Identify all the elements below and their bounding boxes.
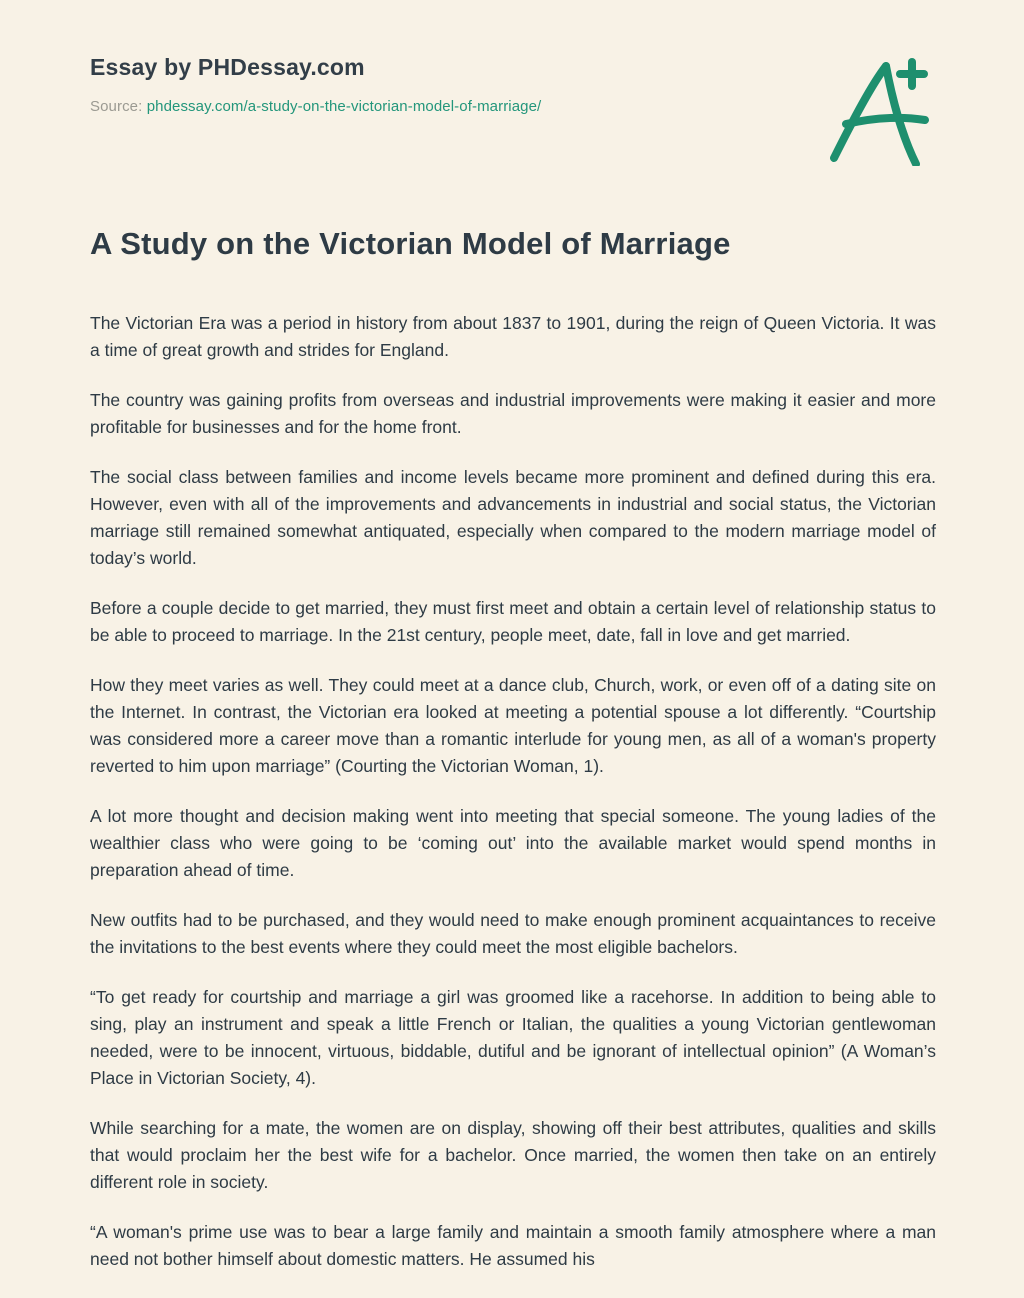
phdessay-a-plus-logo-icon bbox=[826, 54, 930, 166]
essay-byline: Essay by PHDessay.com bbox=[90, 54, 365, 80]
essay-paragraph: While searching for a mate, the women are on display, showing off their best attributes, qualities and skills that would proclaim her the best wife for a bachelor. Once married, the women then take on an entirely different role in society. bbox=[90, 1118, 936, 1192]
source-link[interactable]: phdessay.com/a-study-on-the-victorian-model-of-marriage/ bbox=[146, 98, 542, 115]
essay-paragraph: The country was gaining profits from overseas and industrial improvements were making it easier and more profitable for businesses and for the home front. bbox=[90, 390, 936, 437]
essay-paragraph: Before a couple decide to get married, they must first meet and obtain a certain level of relationship status to be able to proceed to marriage. In the 21st century, people meet, date, fall in love and get married. bbox=[90, 598, 936, 645]
essay-paragraph: How they meet varies as well. They could meet at a dance club, Church, work, or even off of a dating site on the Internet. In contrast, the Victorian era looked at meeting a potential spouse a lot differently. “Courtship was considered more a career move than a romantic interlude for young men, as all of a woman's property reverted to him upon marriage” (Courting the Victorian Woman, 1). bbox=[90, 675, 936, 776]
essay-paragraph: The Victorian Era was a period in history from about 1837 to 1901, during the reign of Queen Victoria. It was a time of great growth and strides for England. bbox=[90, 313, 936, 360]
essay-paragraph: “To get ready for courtship and marriage a girl was groomed like a racehorse. In addition to being able to sing, play an instrument and speak a little French or Italian, the qualities a young Victorian gentlewoman needed, were to be innocent, virtuous, biddable, dutiful and be ignorant of intellectual opinion” (A Woman’s Place in Victorian Society, 4). bbox=[90, 987, 936, 1088]
essay-paragraph: “A woman's prime use was to bear a large family and maintain a smooth family atmosphere where a man need not bother himself about domestic matters. He assumed his bbox=[90, 1222, 936, 1269]
essay-paragraph: New outfits had to be purchased, and they would need to make enough prominent acquaintances to receive the invitations to the best events where they could meet the most eligible bachelors. bbox=[90, 910, 936, 957]
source-label: Source: bbox=[90, 98, 143, 115]
essay-paragraph: A lot more thought and decision making went into meeting that special someone. The young ladies of the wealthier class who were going to be ‘coming out’ into the available market would spend months in preparation ahead of time. bbox=[90, 806, 936, 880]
essay-title: A Study on the Victorian Model of Marriage bbox=[90, 226, 731, 261]
page-header bbox=[90, 52, 936, 166]
essay-body bbox=[90, 310, 936, 1273]
essay-paragraph: The social class between families and income levels became more prominent and defined during this era. However, even with all of the improvements and advancements in industrial and social status, the Victorian marriage still remained somewhat antiquated, especially when compared to the modern marriage model of today’s world. bbox=[90, 467, 936, 568]
header-text-block bbox=[90, 52, 541, 115]
source-line bbox=[90, 98, 541, 115]
